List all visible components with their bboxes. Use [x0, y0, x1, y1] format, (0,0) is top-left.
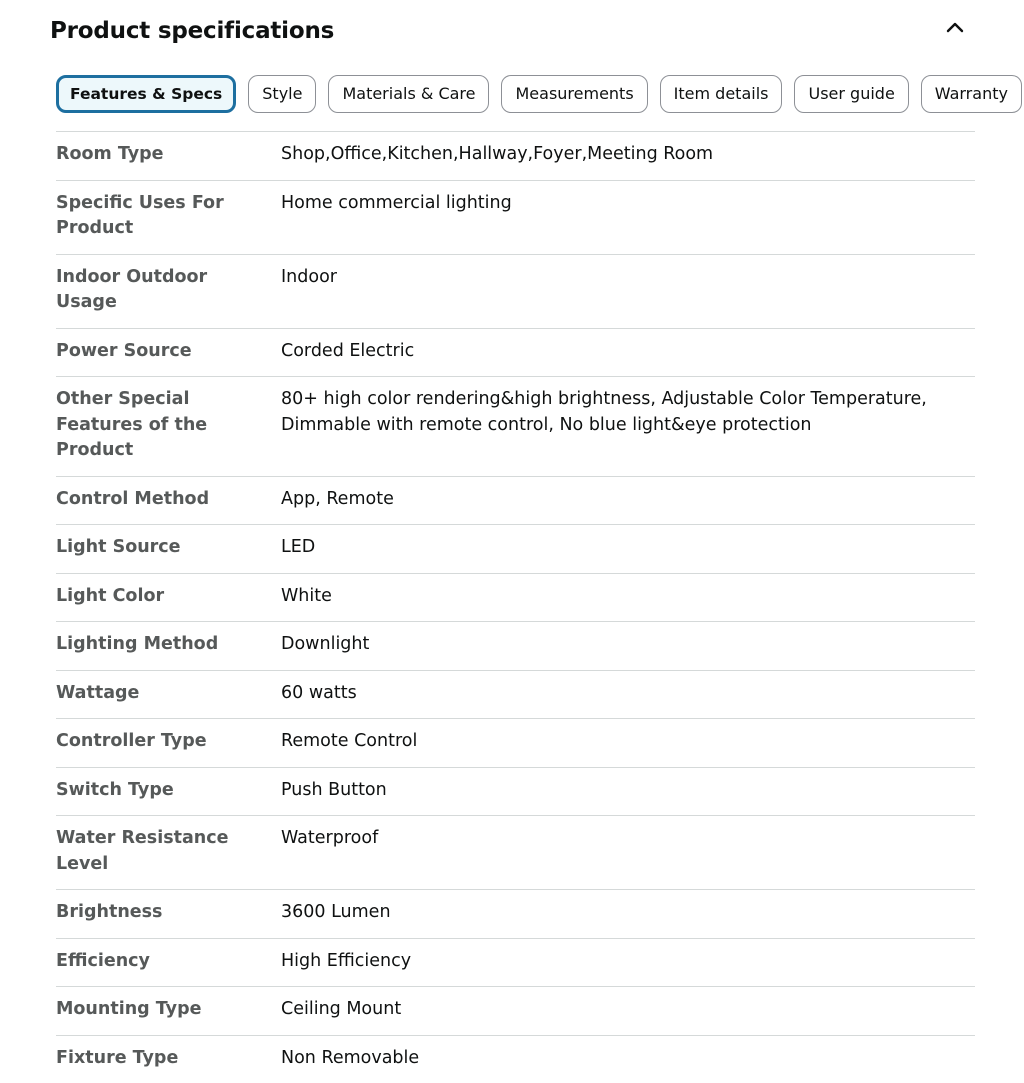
spec-label: Control Method [56, 488, 210, 509]
table-row [56, 987, 975, 1036]
spec-label: Other Special Features of the Product [56, 389, 208, 460]
spec-label: Controller Type [56, 731, 207, 751]
spec-label: Efficiency [56, 950, 150, 971]
table-row [56, 719, 975, 768]
spec-value: App, Remote [281, 488, 394, 509]
spec-tabs [56, 74, 1008, 114]
table-row [56, 525, 975, 574]
spec-label: Wattage [56, 682, 140, 703]
spec-label: Light Source [56, 537, 181, 557]
spec-label: Specific Uses For Product [56, 192, 224, 238]
collapse-button[interactable] [940, 14, 970, 44]
spec-value: Push Button [281, 779, 387, 800]
spec-value: 80+ high color rendering&high brightness, Adjustable Color Temperature, Dimmable with remote control, No blue light&eye protection [281, 389, 927, 435]
table-row [56, 180, 975, 254]
table-row [56, 573, 975, 622]
spec-value: Ceiling Mount [281, 999, 402, 1019]
chevron-up-icon [940, 14, 970, 44]
table-row [56, 670, 975, 719]
table-row [56, 254, 975, 328]
table-row [56, 622, 975, 671]
spec-value: Shop,Office,Kitchen,Hallway,Foyer,Meeting Room [281, 144, 714, 164]
spec-value: Non Removable [281, 1047, 420, 1068]
table-row [56, 476, 975, 525]
spec-value: 60 watts [281, 682, 357, 703]
spec-value: Corded Electric [281, 340, 415, 361]
table-row [56, 377, 975, 477]
spec-value: Indoor [281, 266, 337, 287]
table-row [56, 816, 975, 890]
spec-label: Fixture Type [56, 1047, 179, 1068]
tab-user-guide[interactable]: User guide [794, 75, 908, 113]
spec-label: Lighting Method [56, 634, 219, 654]
table-row [56, 328, 975, 377]
spec-table [56, 131, 975, 1083]
tab-style[interactable]: Style [248, 75, 316, 113]
tab-materials-care[interactable]: Materials & Care [328, 75, 489, 113]
tab-measurements[interactable]: Measurements [501, 75, 647, 113]
specs-header [50, 14, 970, 54]
table-row [56, 132, 975, 181]
spec-label: Mounting Type [56, 999, 202, 1019]
spec-value: White [281, 585, 332, 606]
table-row [56, 890, 975, 939]
table-row [56, 1035, 975, 1083]
spec-label: Power Source [56, 340, 192, 361]
spec-label: Brightness [56, 902, 163, 922]
tab-warranty[interactable]: Warranty [921, 75, 1022, 113]
spec-value: 3600 Lumen [281, 902, 391, 922]
spec-label: Light Color [56, 585, 165, 606]
spec-value: Home commercial lighting [281, 192, 512, 213]
tab-features-specs[interactable]: Features & Specs [56, 75, 236, 113]
spec-value: LED [281, 537, 316, 557]
spec-label: Water Resistance Level [56, 828, 229, 874]
table-row [56, 767, 975, 816]
table-row [56, 938, 975, 987]
spec-label: Indoor Outdoor Usage [56, 266, 208, 312]
spec-label: Switch Type [56, 779, 174, 800]
page-title: Product specifications [50, 18, 335, 44]
tab-item-details[interactable]: Item details [660, 75, 783, 113]
spec-value: High Efficiency [281, 950, 412, 971]
spec-value: Remote Control [281, 731, 418, 751]
spec-label: Room Type [56, 144, 164, 164]
spec-value: Downlight [281, 634, 370, 654]
spec-value: Waterproof [281, 828, 379, 848]
